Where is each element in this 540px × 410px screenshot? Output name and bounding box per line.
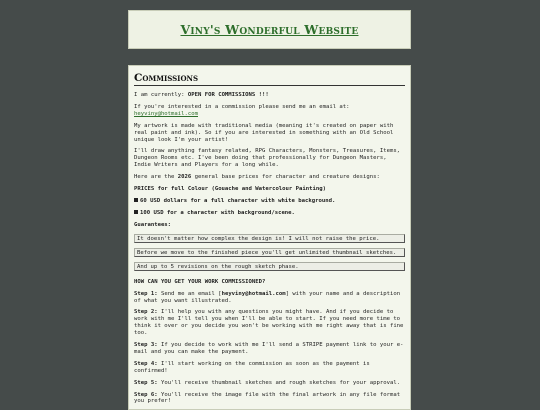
email-link[interactable]: heyviny@hotmail.com — [134, 110, 198, 117]
step-4: Step 4: I'll start working on the commission as soon as the payment is confirmed! — [134, 360, 370, 374]
site-header — [128, 10, 411, 49]
commissions-panel — [128, 65, 411, 410]
status-value: OPEN FOR COMMISSIONS !!! — [187, 92, 269, 98]
section-title: Commissions — [134, 72, 405, 86]
step-email: heyviny@hotmail.com — [221, 290, 286, 297]
step-2: Step 2: I'll help you with any questions you might have. And if you decide to work with me I'll tell you when I'll be able to start. If you need more time to think it over or you decide you won't be working with me right away that is fine too. — [134, 309, 404, 337]
guarantee-item: And up to 5 revisions on the rough sketch phase. — [134, 262, 405, 271]
prices-intro: Here are the 2026 general base prices for character and creature designs: — [134, 174, 380, 181]
artwork-paragraph: My artwork is made with traditional media (meaning it's created on paper with real paint and ink). So if you are interested in something with an Old School unique look I'm your artist! — [134, 122, 394, 143]
guarantee-item: Before we move to the finished piece you'll get unlimited thumbnail sketches. — [134, 248, 405, 257]
how-heading: HOW CAN YOU GET YOUR WORK COMMISSIONED? — [134, 278, 266, 285]
guarantee-item: It doesn't matter how complex the design is! I will not raise the price. — [134, 234, 405, 243]
step-6: Step 6: You'll receive the image file with the final artwork in any file format you prefer! — [134, 391, 401, 405]
price-item-2: 100 USD for a character with background/scene. — [134, 210, 405, 217]
step-3: Step 3: If you decide to work with me I'll send a STRIPE payment link to your e-mail and you can make the payment. — [134, 342, 404, 355]
square-bullet-icon — [134, 198, 138, 202]
step-1: Step 1: Send me an email [heyviny@hotmail.com] with your name and a description of what you want illustrated. — [134, 290, 401, 304]
email-paragraph: If you're interested in a commission please send me an email at: heyviny@hotmail.com — [134, 103, 350, 117]
site-title-link[interactable]: Viny's Wonderful Website — [180, 22, 359, 37]
subjects-paragraph: I'll draw anything fantasy related, RPG Characters, Monsters, Treasures, Items, Dungeon Rooms etc. I've been doing that professionally for Dungeon Masters, Indie Writers and Players for a long while. — [134, 148, 401, 169]
guarantees-heading: Guarantees: — [134, 221, 172, 228]
square-bullet-icon — [134, 210, 138, 214]
price-item-1: 60 USD dollars for a full character with white background. — [134, 198, 405, 205]
status-line: I am currently: OPEN FOR COMMISSIONS !!! — [134, 92, 269, 98]
step-5: Step 5: You'll receive thumbnail sketches and rough sketches for your approval. — [134, 379, 401, 386]
prices-heading: PRICES for full Colour (Gouache and Watercolour Painting) — [134, 186, 326, 193]
